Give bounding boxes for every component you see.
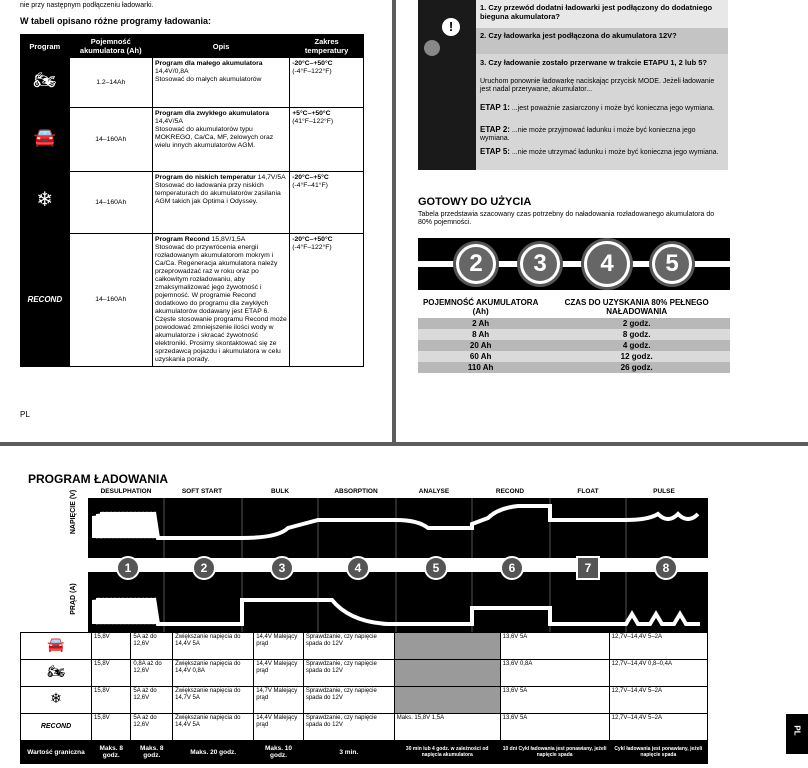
page-footer: PL: [20, 410, 30, 419]
program-spec: 14,4V/5A: [154, 118, 183, 125]
phase-step: 1: [116, 556, 140, 580]
phase-label: PULSE: [653, 488, 675, 495]
phase-step: 2: [192, 556, 216, 580]
program-desc: Stosować do akumulatorów typu MOKREGO, Ca/Ca, MF, żelowych oraz wielu innych akumulatorów AGM.: [154, 126, 274, 149]
etap-2-note: ETAP 2: ...nie może przyjmować ładunku i może być konieczna jego wymiana.: [480, 125, 696, 142]
charge-time-table: [418, 296, 730, 373]
side-tab: PL: [786, 714, 808, 754]
voltage-axis-label: NAPIĘCIE (V): [70, 489, 77, 535]
temp-range: -20°C–+50°C: [292, 60, 333, 67]
table-row: 🏍 15,8V 0,8A aż do 12,6V Zwiększanie napięcia do 14,4V 0,8A 14,4V Malejący prąd Sprawdzanie, czy napięcie spada do 12V 13,6V 0,8A 12,7V–14,4V 0,8–0,4A: [21, 660, 708, 687]
col-capacity: POJEMNOŚĆ AKUMULATORA (Ah): [418, 296, 543, 318]
col-time: CZAS DO UZYSKANIA 80% PEŁNEGO NAŁADOWANIA: [543, 296, 730, 318]
phase-step-battery: 7: [576, 556, 600, 580]
phase-label: DESULPHATION: [100, 488, 152, 495]
capacity-cell: 14–160Ah: [69, 108, 152, 172]
step-circle-active: 4: [584, 241, 630, 287]
limit-label: Wartość graniczna: [21, 741, 92, 764]
ready-title: GOTOWY DO UŻYCIA: [418, 196, 532, 208]
program-title: Program Recond: [154, 236, 210, 243]
table-row: 110 Ah 26 godz.: [418, 362, 730, 373]
motorcycle-icon: 🏍: [47, 662, 65, 679]
charging-diagram: [88, 498, 708, 632]
etap-1-note: ETAP 1: ...jest poważnie zasiarczony i może być konieczna jego wymiana.: [480, 103, 715, 112]
header-temperature: Zakres temperatury: [290, 35, 364, 58]
phase-step: 4: [346, 556, 370, 580]
current-axis-label: PRĄD (A): [70, 583, 77, 615]
phase-label: ANALYSE: [418, 488, 450, 495]
table-row: RECOND 15,8V 5A aż do 12,6V Zwiększanie napięcia do 14,4V 5A 14,4V Malejący prąd Sprawdzanie, czy napięcie spada do 12V Maks. 15,8V 1,5A 13,6V 5A 12,7V–14,4V 5–2A: [21, 714, 708, 741]
capacity-cell: 1.2–14Ah: [69, 58, 152, 108]
step-circle: 3: [520, 244, 560, 284]
phase-label: FLOAT: [577, 488, 599, 495]
etap-5-note: ETAP 5: ...nie może utrzymać ładunku i może być konieczna jego wymiana.: [480, 147, 719, 156]
recond-label: RECOND: [27, 294, 63, 304]
phase-step: 8: [654, 556, 678, 580]
table-row: 8 Ah 8 godz.: [418, 329, 730, 340]
header-program: Program: [21, 35, 70, 58]
temp-range: +5°C–+50°C: [292, 110, 331, 117]
capacity-cell: 14–160Ah: [69, 234, 152, 367]
recond-label: RECOND: [40, 723, 72, 730]
table-row: 60 Ah 12 godz.: [418, 351, 730, 362]
manual-page-top-right: [396, 0, 808, 442]
warning-icon: !: [442, 18, 460, 36]
program-desc: Stosować do ładowania przy niskich temperaturach do akumulatorów zasilania AGM takich jak Optima i Odyssey.: [154, 182, 281, 205]
table-row: [21, 108, 364, 172]
header-description: Opis: [152, 35, 289, 58]
table-heading: W tabeli opisano różne programy ładowania:: [20, 16, 212, 26]
step-circle: 5: [652, 244, 692, 284]
table-row: [21, 172, 364, 234]
car-icon: 🚘: [33, 127, 56, 147]
temp-range-f: (-4°F–122°F): [292, 244, 332, 251]
phase-label: SOFT START: [181, 488, 223, 495]
temp-range: -20°C–+5°C: [292, 174, 329, 181]
manual-page-bottom: [0, 446, 808, 768]
car-icon: 🚘: [47, 635, 65, 652]
table-row: [21, 58, 364, 108]
motorcycle-icon: 🏍: [33, 70, 57, 90]
manual-page-top-left: [0, 0, 392, 442]
question-3: 3. Czy ładowanie zostało przerwane w trakcie ETAPU 1, 2 lub 5?: [480, 58, 708, 67]
table-row: [21, 234, 364, 367]
step-circle: 2: [456, 244, 496, 284]
temp-range-f: (41°F–122°F): [292, 118, 334, 125]
table-row: ❄ 15,8V 5A aż do 12,6V Zwiększanie napięcia do 14,7V 5A 14,7V Malejący prąd Sprawdzanie, czy napięcie spada do 12V 13,6V 5A 12,7V–14,4V 5–2A: [21, 687, 708, 714]
program-desc: Stosować do małych akumulatorów: [154, 76, 262, 83]
table-row: 🚘 15,8V 5A aż do 12,6V Zwiększanie napięcia do 14,4V 5A 14,4V Malejący prąd Sprawdzanie, czy napięcie spada do 12V 13,6V 5A 12,7V–14,4V 5–2A: [21, 633, 708, 660]
program-spec: 15,8V/1,5A: [209, 236, 246, 243]
table-row: 2 Ah 2 godz.: [418, 318, 730, 329]
temp-range-f: (-4°F–41°F): [292, 182, 328, 189]
question-3-body: Uruchom ponownie ładowarkę naciskając przycisk MODE. Jeżeli ładowanie jest nadal przerywane, akumulator...: [480, 78, 715, 93]
intro-line: nie przy następnym podłączeniu ładowarki.: [20, 2, 154, 9]
phase-label: RECOND: [495, 488, 525, 495]
temp-range-f: (-4°F–122°F): [292, 68, 332, 75]
snowflake-icon: ❄: [50, 689, 62, 706]
limit-row: Wartość graniczna Maks. 8 godz. Maks. 8 godz. Maks. 20 godz. Maks. 10 godz. 3 min. 30 min lub 4 godz. w zależności od napięcia akumulatora 10 dni Cykl ładowania jest ponawiany, jeżeli napięcie spada Cykl ładowania jest ponawiany, jeżeli napięcie spada: [21, 741, 708, 764]
step-strip: [418, 238, 730, 290]
phase-step: 3: [270, 556, 294, 580]
program-title: Program dla małego akumulatora: [154, 60, 263, 67]
snowflake-icon: ❄: [36, 189, 54, 211]
program-desc: Stosować do przywrócenia energii rozładowanym akumulatorom mokrym i Ca/Ca. Regeneracja akumulatora należy przeprowadzać raz w roku oraz po całkowitym rozładowaniu, aby zmaksymalizować jego żywotność i pojemność. W programie Recond dodatkowo do programu dla zwykłych akumulatorów dodawany jest ETAP 6. Częste stosowanie programu Recond może powodować zmniejszenie ilości wody w akumulatorze i skracać żywotność elektroniki. Prosimy skontaktować się ze sprzedawcą pojazdu i akumulatora w celu uzyskania porady.: [154, 244, 287, 363]
program-title: Program dla zwykłego akumulatora: [154, 110, 270, 117]
troubleshooting-box: [418, 0, 728, 170]
program-table: [20, 34, 364, 367]
phase-label: ABSORPTION: [334, 488, 378, 495]
phase-step: 5: [424, 556, 448, 580]
phase-label: BULK: [270, 488, 290, 495]
table-row: 20 Ah 4 godz.: [418, 340, 730, 351]
temp-range: -20°C–+50°C: [292, 236, 333, 243]
program-spec: 14,7V/5A: [255, 174, 286, 181]
section-title: PROGRAM ŁADOWANIA: [28, 472, 168, 486]
program-title: Program do niskich temperatur: [154, 174, 256, 181]
header-capacity: Pojemność akumulatora (Ah): [69, 35, 152, 58]
charging-spec-table: [20, 632, 708, 764]
ready-description: Tabela przedstawia szacowany czas potrzebny do naładowania rozładowanego akumulatora do 80% pojemności.: [418, 211, 715, 226]
question-2: 2. Czy ładowarka jest podłączona do akumulatora 12V?: [480, 31, 677, 40]
program-spec: 14,4V/0,8A: [154, 68, 189, 75]
question-1: 1. Czy przewód dodatni ładowarki jest podłączony do dodatniego bieguna akumulatora?: [480, 3, 713, 21]
capacity-cell: 14–160Ah: [69, 172, 152, 234]
phase-step: 6: [500, 556, 524, 580]
indicator-dot-icon: [424, 40, 440, 56]
